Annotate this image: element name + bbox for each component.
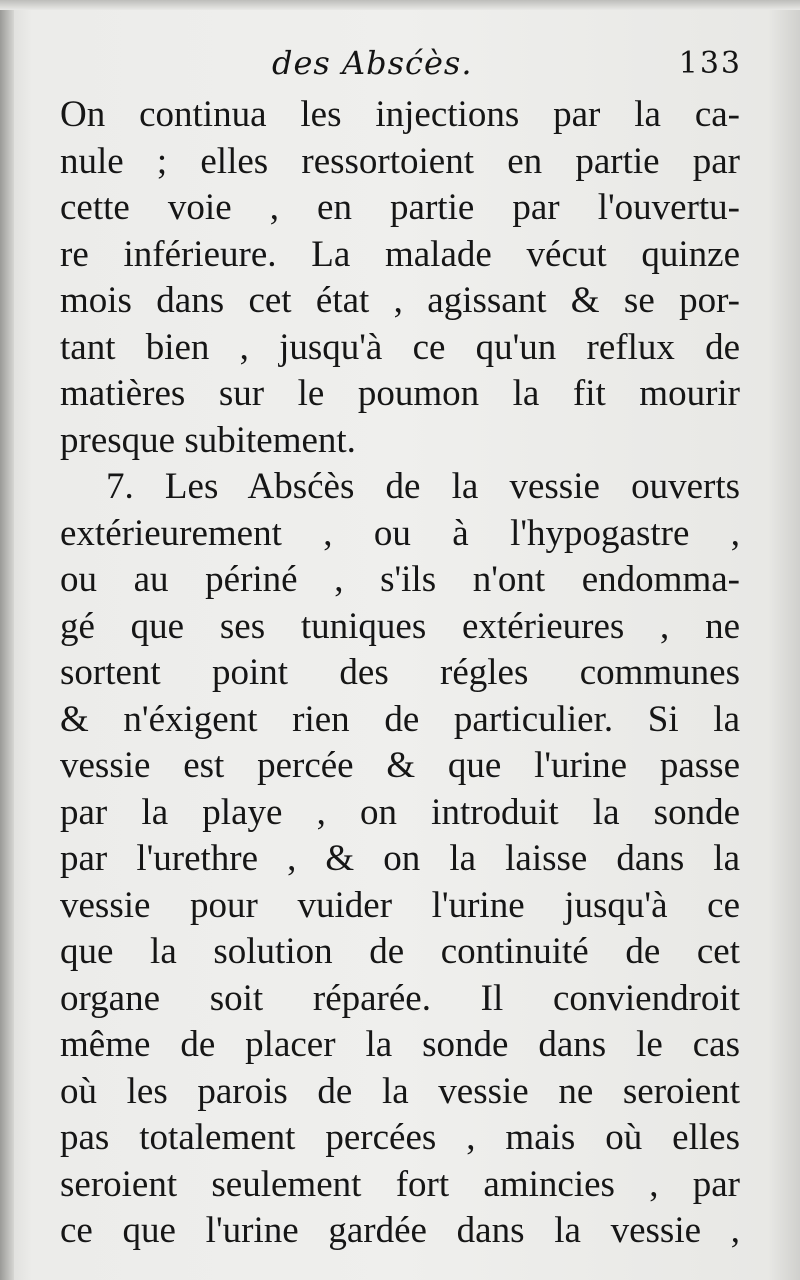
text-line: seroient seulement fort amincies , par bbox=[60, 1163, 740, 1205]
page-header bbox=[62, 44, 742, 92]
text-line: sortent point des régles communes bbox=[60, 652, 740, 693]
text-line: vessie est percée & que l'urine passe bbox=[60, 745, 740, 786]
text-line: vessie pour vuider l'urine jusqu'à ce bbox=[60, 884, 740, 926]
text-line: où les parois de la vessie ne seroient bbox=[60, 1070, 740, 1112]
text-line: ou au périné , s'ils n'ont endomma- bbox=[60, 559, 740, 600]
text-line: & n'éxigent rien de particulier. Si la bbox=[60, 698, 740, 740]
text-line: cette voie , en partie par l'ouvertu- bbox=[60, 187, 740, 228]
text-line: re inférieure. La malade vécut quinze bbox=[60, 233, 740, 275]
text-line: 7. Les Absćès de la vessie ouverts bbox=[106, 466, 740, 507]
page-number: 133 bbox=[678, 46, 742, 81]
text-line: On continua les injections par la ca- bbox=[60, 94, 740, 135]
text-line: tant bien , jusqu'à ce qu'un reflux de bbox=[60, 326, 740, 368]
text-line: pas totalement percées , mais où elles bbox=[60, 1117, 740, 1158]
text-line: organe soit réparée. Il conviendroit bbox=[60, 977, 740, 1019]
text-line: que la solution de continuité de cet bbox=[60, 931, 740, 972]
text-line: presque subitement. bbox=[60, 419, 356, 461]
page-top-edge bbox=[0, 0, 800, 10]
text-line: extérieurement , ou à l'hypogastre , bbox=[60, 512, 740, 554]
page-left-edge bbox=[0, 0, 14, 1280]
text-line: mois dans cet état , agissant & se por- bbox=[60, 280, 740, 321]
text-line: même de placer la sonde dans le cas bbox=[60, 1024, 740, 1065]
text-line: nule ; elles ressortoient en partie par bbox=[60, 140, 740, 182]
text-line: par la playe , on introduit la sonde bbox=[60, 791, 740, 833]
body-text bbox=[60, 92, 740, 1255]
text-line: gé que ses tuniques extérieures , ne bbox=[60, 605, 740, 647]
text-line: ce que l'urine gardée dans la vessie , bbox=[60, 1210, 740, 1251]
text-line: matières sur le poumon la fit mourir bbox=[60, 373, 740, 414]
text-line: par l'urethre , & on la laisse dans la bbox=[60, 838, 740, 879]
running-title: des Absćès. bbox=[272, 44, 473, 82]
